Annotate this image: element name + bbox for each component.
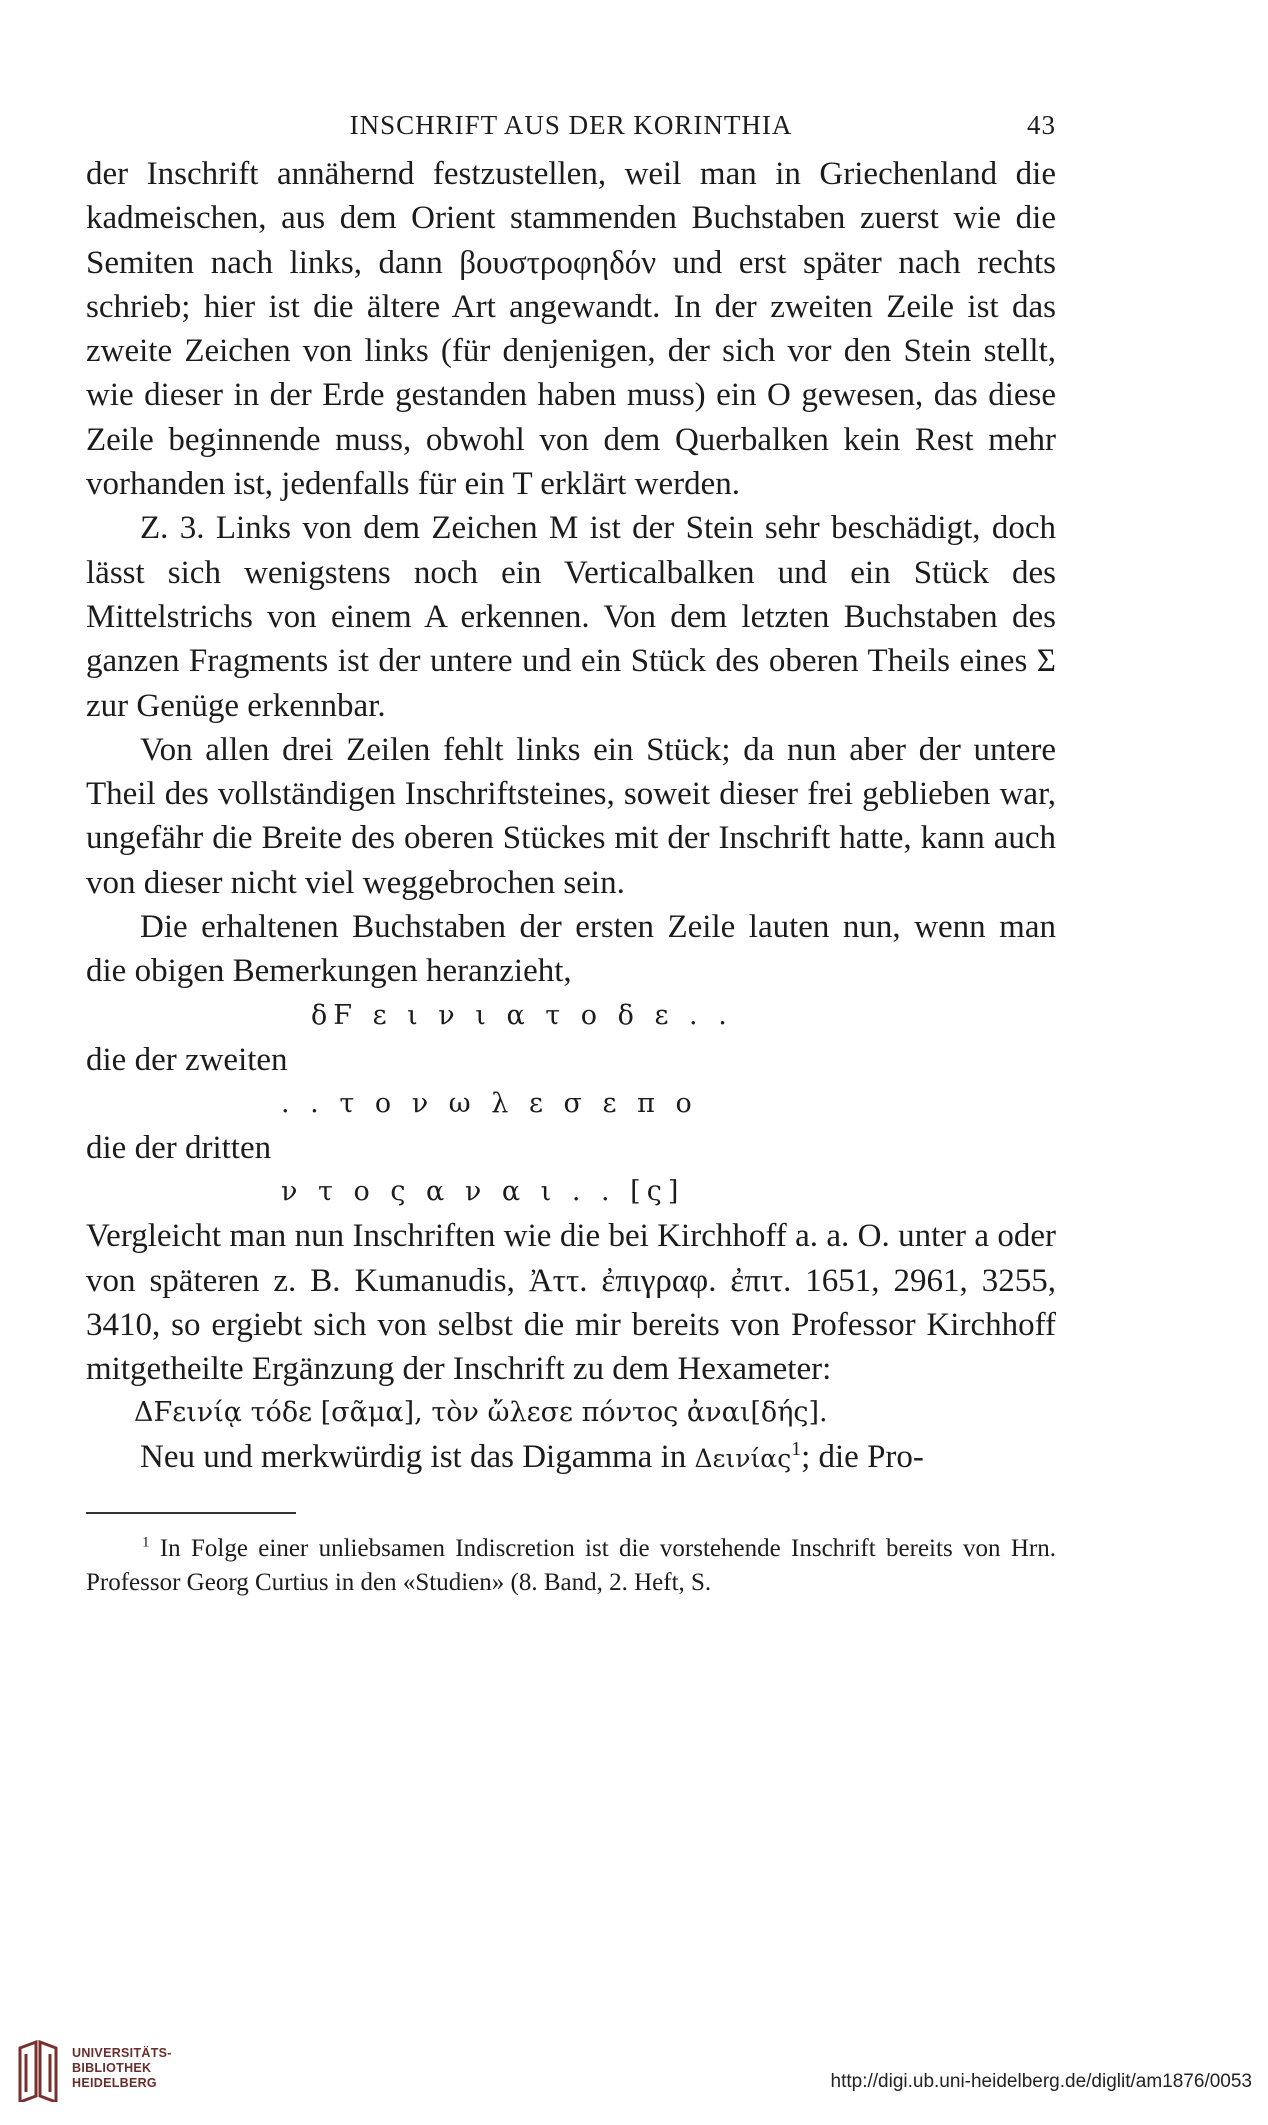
body-text [86, 152, 1056, 1482]
footnote [86, 1532, 1056, 1600]
paragraph-6-end: ; die Pro- [801, 1439, 924, 1476]
inscription-line-1: δϜ ε ι ν ι α τ ο δ ε . . [311, 999, 733, 1031]
source-url[interactable]: http://digi.ub.uni-heidelberg.de/diglit/am1876/0053 [830, 2071, 1252, 2092]
running-title: INSCHRIFT AUS DER KORINTHIA [349, 110, 793, 140]
paragraph-6 [86, 1435, 1056, 1481]
footnote-reference[interactable]: 1 [791, 1438, 802, 1461]
paragraph-6-start: Neu und merkwürdig ist das Digamma in [140, 1439, 695, 1476]
hexameter-line: ΔϜεινίᾳ τόδε [σᾶμα], τὸν ὤλεσε πόντος ἀναι[δής]. [134, 1397, 828, 1429]
logo-line-1: UNIVERSITÄTS- [72, 2046, 172, 2060]
running-header [86, 100, 1056, 152]
paragraph-1: der Inschrift annähernd festzustellen, weil man in Griechenland die kadmeischen, aus dem Orient stammenden Buchstaben zuerst wie die Semiten nach links, dann βουστροφηδόν und erst später nach rechts schrieb; hier ist die ältere Art angewandt. In der zweiten Zeile ist das zweite Zeichen von links (für denjenigen, der sich vor den Stein stellt, wie dieser in der Erde gestanden haben muss) ein O gewesen, das diese Zeile beginnende muss, obwohl von dem Querbalken kein Rest mehr vorhanden ist, jedenfalls für ein T erklärt werden. [86, 156, 1056, 503]
label-third-line: die der dritten [86, 1129, 272, 1166]
inscription-line-3: ν τ ο ς α ν α ι . . [ς] [281, 1176, 685, 1208]
footnote-rule [86, 1512, 296, 1514]
footnote-marker: 1 [142, 1534, 150, 1551]
inscription-line-2: . . τ ο ν ω λ ε σ ε π ο [281, 1087, 698, 1119]
logo-line-2: BIBLIOTHEK [72, 2061, 152, 2075]
footnote-text: In Folge einer unliebsamen Indiscretion ist die vorstehende Inschrift bereits von Hrn. Professor Georg Curtius in den «Studien» (8. Band, 2. Heft, S. [86, 1534, 1056, 1596]
library-logo-icon [14, 2038, 64, 2102]
paragraph-6-greek: Δεινίας [694, 1444, 792, 1474]
paragraph-2: Z. 3. Links von dem Zeichen M ist der Stein sehr beschädigt, doch lässt sich wenigstens noch ein Verticalbalken und ein Stück des Mittelstrichs von einem A erkennen. Von dem letzten Buchstaben des ganzen Fragments ist der untere und ein Stück des oberen Theils eines Σ zur Genüge erkennbar. [86, 510, 1056, 724]
paragraph-4: Die erhaltenen Buchstaben der ersten Zeile lauten nun, wenn man die obigen Bemerkungen heranzieht, [86, 909, 1056, 990]
paragraph-3: Von allen drei Zeilen fehlt links ein Stück; da nun aber der untere Theil des vollständigen Inschriftsteines, soweit dieser frei geblieben war, ungefähr die Breite des oberen Stückes mit der Inschrift hatte, kann auch von dieser nicht viel weggebrochen sein. [86, 731, 1056, 901]
label-second-line: die der zweiten [86, 1041, 288, 1078]
logo-line-3: HEIDELBERG [72, 2076, 157, 2090]
page-number: 43 [1027, 110, 1056, 140]
library-logo-text [72, 2046, 172, 2091]
library-logo[interactable] [14, 2038, 172, 2108]
book-page [86, 100, 1056, 1600]
paragraph-5: Vergleicht man nun Inschriften wie die bei Kirchhoff a. a. O. unter a oder von späteren z. B. Kumanudis, Ἀττ. ἐπιγραφ. ἐπιτ. 1651, 2961, 3255, 3410, so ergiebt sich von selbst die mir bereits von Professor Kirchhoff mitgetheilte Ergänzung der Inschrift zu dem Hexameter: [86, 1218, 1056, 1388]
